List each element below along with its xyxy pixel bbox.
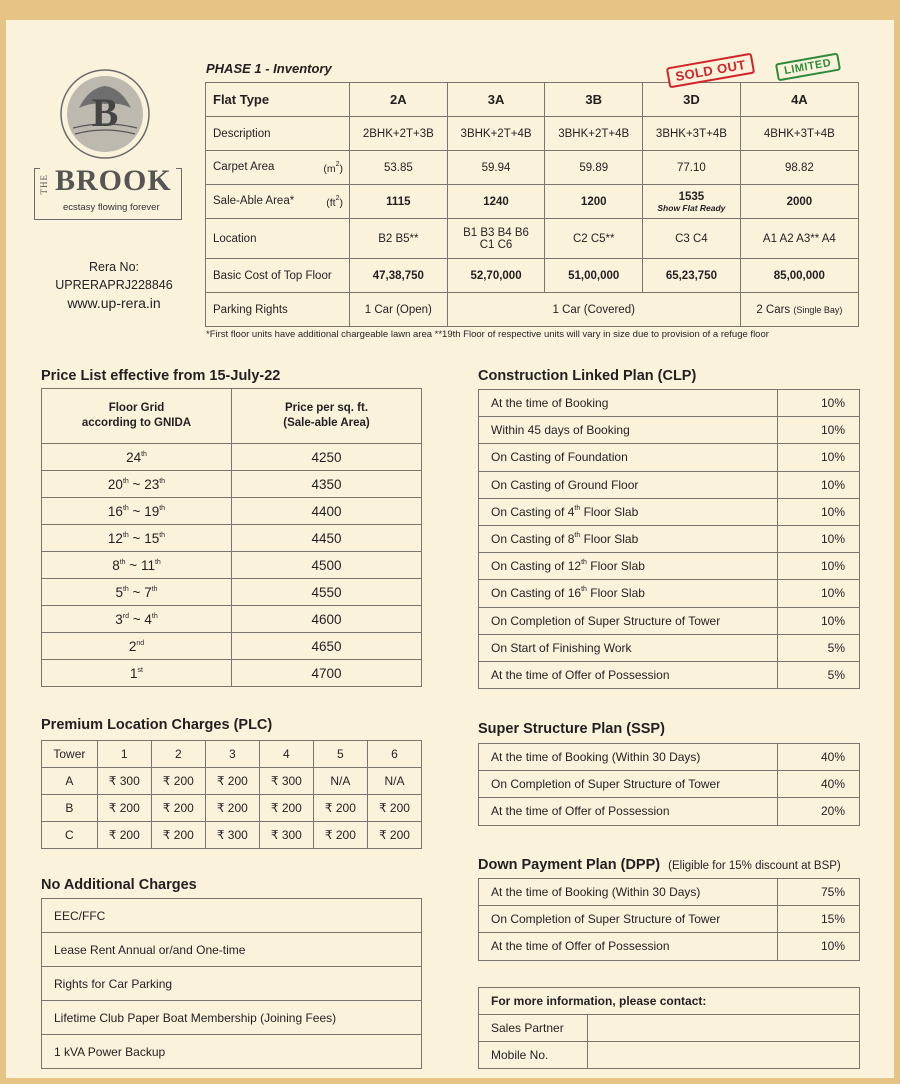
floor-to-suffix: th xyxy=(154,558,161,566)
table-cell: 1200 xyxy=(545,185,643,219)
stage-text: Floor Slab xyxy=(580,532,639,547)
plc-cell: ₹ 200 xyxy=(367,822,421,849)
price-cell: 4550 xyxy=(232,579,422,606)
table-row xyxy=(206,259,859,293)
floor-sep: ~ xyxy=(128,584,145,600)
sales-partner-label: Sales Partner xyxy=(479,1015,588,1042)
table-row xyxy=(42,471,422,498)
plc-cell: ₹ 200 xyxy=(259,795,313,822)
table-row xyxy=(479,744,860,771)
floor-from: 20 xyxy=(107,476,123,492)
percent-cell: 10% xyxy=(778,933,860,960)
floor-from-suffix: rd xyxy=(122,612,129,620)
flat-type-cell: 2A xyxy=(350,83,448,117)
floor-from: 12 xyxy=(107,530,123,546)
price-list-table xyxy=(41,388,422,687)
percent-cell: 10% xyxy=(778,607,860,634)
table-row xyxy=(42,498,422,525)
floor-from: 1 xyxy=(130,665,138,681)
stage-sup: th xyxy=(581,586,587,594)
plc-cell: N/A xyxy=(367,768,421,795)
percent-cell: 10% xyxy=(778,390,860,417)
percent-cell: 20% xyxy=(778,798,860,825)
percent-cell: 10% xyxy=(778,525,860,552)
table-row xyxy=(42,822,422,849)
unit-sup: 2 xyxy=(335,160,340,168)
floor-sep: ~ xyxy=(125,557,141,573)
row-label: Basic Cost of Top Floor xyxy=(206,259,350,293)
plc-cell: B xyxy=(42,795,98,822)
floor-from-suffix: th xyxy=(141,450,147,458)
floor-cell xyxy=(42,525,232,552)
svg-text:B: B xyxy=(91,90,119,135)
clp-title: Construction Linked Plan (CLP) xyxy=(478,368,697,384)
stage-cell: At the time of Booking (Within 30 Days) xyxy=(479,879,778,906)
floor-cell xyxy=(42,444,232,471)
plc-header-cell: 3 xyxy=(205,741,259,768)
row-label: Location xyxy=(206,219,350,259)
price-cell: 4650 xyxy=(232,633,422,660)
location-line: B1 B3 B4 B6 xyxy=(463,226,529,239)
table-cell: B2 B5** xyxy=(350,219,448,259)
table-cell: 53.85 xyxy=(350,151,448,185)
rera-number: Rera No: UPRERAPRJ228846 xyxy=(55,260,173,292)
percent-cell: 40% xyxy=(778,771,860,798)
list-item xyxy=(42,967,422,1001)
price-list-title: Price List effective from 15-July-22 xyxy=(41,368,281,384)
floor-cell xyxy=(42,552,232,579)
table-cell: 98.82 xyxy=(740,151,858,185)
rera-info xyxy=(34,258,194,312)
table-cell xyxy=(447,219,545,259)
dpp-title xyxy=(478,857,841,873)
table-cell: C2 C5** xyxy=(545,219,643,259)
table-row xyxy=(479,933,860,960)
floor-from-suffix: st xyxy=(137,666,143,674)
floor-to: 11 xyxy=(140,557,155,573)
plc-cell: ₹ 300 xyxy=(259,822,313,849)
table-row xyxy=(479,634,860,661)
table-row xyxy=(479,798,860,825)
unit-sup: 2 xyxy=(335,194,340,202)
floor-to-suffix: th xyxy=(159,531,166,539)
table-row xyxy=(479,661,860,688)
price-cell: 4500 xyxy=(232,552,422,579)
floor-to-suffix: th xyxy=(159,477,166,485)
stage-cell: At the time of Booking (Within 30 Days) xyxy=(479,744,778,771)
table-row xyxy=(479,1042,860,1069)
plc-cell: ₹ 300 xyxy=(205,822,259,849)
percent-cell: 10% xyxy=(778,444,860,471)
price-cell: 4350 xyxy=(232,471,422,498)
plc-cell: ₹ 200 xyxy=(313,822,367,849)
plc-cell: ₹ 300 xyxy=(259,768,313,795)
row-label xyxy=(206,185,350,219)
floor-cell xyxy=(42,633,232,660)
plc-cell: ₹ 200 xyxy=(97,795,151,822)
plc-header-cell: Tower xyxy=(42,741,98,768)
table-row xyxy=(479,553,860,580)
stage-text: Floor Slab xyxy=(586,586,645,601)
stage-text: On Casting of Foundation xyxy=(491,450,628,465)
percent-cell: 15% xyxy=(778,906,860,933)
header-line: according to GNIDA xyxy=(81,417,192,429)
floor-to: 19 xyxy=(144,503,160,519)
table-cell: C3 C4 xyxy=(643,219,741,259)
limited-stamp: LIMITED xyxy=(775,53,841,82)
charge-item: Lifetime Club Paper Boat Membership (Joining Fees) xyxy=(42,1001,422,1035)
table-row xyxy=(479,988,860,1015)
table-row xyxy=(42,552,422,579)
table-cell: 85,00,000 xyxy=(740,259,858,293)
floor-from: 8 xyxy=(112,557,120,573)
saleable-3d: 1535 xyxy=(678,190,705,203)
floor-to-suffix: th xyxy=(151,585,158,593)
plc-cell: ₹ 200 xyxy=(313,795,367,822)
flat-type-label: Flat Type xyxy=(206,83,350,117)
stage-text: On Casting of 4 xyxy=(491,504,575,519)
table-cell: 3BHK+3T+4B xyxy=(643,117,741,151)
stage-sup: th xyxy=(574,504,581,512)
col-header xyxy=(232,389,422,444)
table-cell: 1115 xyxy=(350,185,448,219)
list-item xyxy=(42,1035,422,1069)
plc-cell: ₹ 200 xyxy=(367,795,421,822)
stage-cell xyxy=(479,498,778,525)
stage-cell xyxy=(479,525,778,552)
stage-cell: At the time of Offer of Possession xyxy=(479,798,778,825)
table-cell: 65,23,750 xyxy=(643,259,741,293)
percent-cell: 10% xyxy=(778,553,860,580)
stage-text: At the time of Booking xyxy=(491,396,609,411)
stage-text: Floor Slab xyxy=(580,504,639,519)
header-line: Floor Grid xyxy=(108,402,165,414)
row-label xyxy=(206,151,350,185)
table-row xyxy=(479,906,860,933)
floor-from-suffix: nd xyxy=(136,639,145,647)
plc-cell: N/A xyxy=(313,768,367,795)
plc-cell: ₹ 200 xyxy=(97,822,151,849)
the-label: THE xyxy=(39,174,49,195)
table-row xyxy=(206,219,859,259)
mobile-field xyxy=(588,1042,860,1069)
price-cell: 4450 xyxy=(232,525,422,552)
table-cell: 59.94 xyxy=(447,151,545,185)
plc-cell: ₹ 300 xyxy=(97,768,151,795)
plc-cell: ₹ 200 xyxy=(151,822,205,849)
table-cell: 77.10 xyxy=(643,151,741,185)
saleable-label: Sale-Able Area* xyxy=(213,194,295,207)
table-row xyxy=(479,471,860,498)
percent-cell: 40% xyxy=(778,744,860,771)
floor-from: 2 xyxy=(128,638,137,654)
table-row xyxy=(42,741,422,768)
no-additional-table xyxy=(41,898,422,1069)
table-cell: 1 Car (Open) xyxy=(350,293,448,327)
percent-cell: 10% xyxy=(778,471,860,498)
table-cell: A1 A2 A3** A4 xyxy=(740,219,858,259)
list-item xyxy=(42,1001,422,1035)
plc-header-cell: 5 xyxy=(313,741,367,768)
table-row xyxy=(42,389,422,444)
show-flat-note: Show Flat Ready xyxy=(657,202,726,213)
table-row xyxy=(479,607,860,634)
list-item xyxy=(42,933,422,967)
dpp-note: (Eligible for 15% discount at BSP) xyxy=(668,860,841,872)
floor-cell xyxy=(42,660,232,687)
brand-tagline: ecstasy flowing forever xyxy=(63,202,160,213)
list-item xyxy=(42,899,422,933)
table-row xyxy=(479,525,860,552)
table-cell: 47,38,750 xyxy=(350,259,448,293)
sales-partner-field xyxy=(588,1015,860,1042)
table-cell: 51,00,000 xyxy=(545,259,643,293)
table-cell: 3BHK+2T+4B xyxy=(447,117,545,151)
percent-cell: 10% xyxy=(778,417,860,444)
dpp-table xyxy=(478,878,860,961)
stage-text: On Casting of 12 xyxy=(491,559,582,574)
header-line: (Sale-able Area) xyxy=(283,417,370,429)
stage-cell xyxy=(479,634,778,661)
table-row xyxy=(42,606,422,633)
table-row xyxy=(42,768,422,795)
stage-sup: th xyxy=(581,559,587,567)
floor-cell xyxy=(42,498,232,525)
carpet-label: Carpet Area xyxy=(213,160,275,173)
percent-cell: 10% xyxy=(778,580,860,607)
parking-note: (Single Bay) xyxy=(793,304,843,315)
stage-cell xyxy=(479,553,778,580)
table-row xyxy=(42,525,422,552)
row-label: Parking Rights xyxy=(206,293,350,327)
table-row xyxy=(479,444,860,471)
stage-cell: At the time of Offer of Possession xyxy=(479,933,778,960)
table-row xyxy=(42,633,422,660)
table-row xyxy=(479,879,860,906)
plc-header-cell: 6 xyxy=(367,741,421,768)
stage-sup: th xyxy=(574,532,581,540)
percent-cell: 75% xyxy=(778,879,860,906)
tree-emblem-icon xyxy=(59,68,151,160)
floor-from: 24 xyxy=(126,449,142,465)
floor-sep: ~ xyxy=(128,476,145,492)
floor-from-suffix: th xyxy=(122,504,129,512)
plc-cell: C xyxy=(42,822,98,849)
location-line: C1 C6 xyxy=(479,238,513,251)
charge-item: 1 kVA Power Backup xyxy=(42,1035,422,1069)
stage-text: Within 45 days of Booking xyxy=(491,423,630,438)
row-label: Description xyxy=(206,117,350,151)
stage-cell: On Completion of Super Structure of Tower xyxy=(479,906,778,933)
stage-cell: On Completion of Super Structure of Tower xyxy=(479,771,778,798)
floor-to: 15 xyxy=(144,530,160,546)
table-cell xyxy=(643,185,741,219)
ssp-title: Super Structure Plan (SSP) xyxy=(478,721,665,737)
parking-cars: 2 Cars xyxy=(756,303,791,316)
ssp-table xyxy=(478,743,860,826)
table-row xyxy=(206,293,859,327)
price-cell: 4700 xyxy=(232,660,422,687)
plc-header-cell: 2 xyxy=(151,741,205,768)
percent-cell: 5% xyxy=(778,661,860,688)
flat-type-cell: 3A xyxy=(447,83,545,117)
floor-to-suffix: th xyxy=(151,612,158,620)
table-row xyxy=(479,1015,860,1042)
table-cell: 2000 xyxy=(740,185,858,219)
floor-to: 7 xyxy=(144,584,152,600)
table-row xyxy=(206,117,859,151)
floor-from: 3 xyxy=(115,611,123,627)
stage-cell xyxy=(479,580,778,607)
inventory-table xyxy=(205,82,859,327)
stage-cell xyxy=(479,417,778,444)
table-cell: 4BHK+3T+4B xyxy=(740,117,858,151)
contact-table xyxy=(478,987,860,1069)
contact-title: For more information, please contact: xyxy=(479,988,860,1015)
floor-to: 4 xyxy=(144,611,152,627)
sold-out-stamp: SOLD OUT xyxy=(666,53,755,89)
floor-from-suffix: th xyxy=(122,531,129,539)
percent-cell: 10% xyxy=(778,498,860,525)
table-row xyxy=(42,579,422,606)
unit-text: (m xyxy=(323,162,336,175)
table-cell: 1 Car (Covered) xyxy=(447,293,740,327)
dpp-title-text: Down Payment Plan (DPP) xyxy=(478,857,661,873)
mobile-label: Mobile No. xyxy=(479,1042,588,1069)
inventory-title: PHASE 1 - Inventory xyxy=(206,61,332,76)
header-line: Price per sq. ft. xyxy=(284,402,369,414)
plc-header-cell: 4 xyxy=(259,741,313,768)
table-row xyxy=(479,771,860,798)
table-cell: 52,70,000 xyxy=(447,259,545,293)
stage-text: On Casting of 8 xyxy=(491,532,575,547)
floor-from-suffix: th xyxy=(122,585,129,593)
stage-text: Floor Slab xyxy=(586,559,645,574)
floor-cell xyxy=(42,606,232,633)
floor-to: 23 xyxy=(144,476,160,492)
floor-from: 5 xyxy=(115,584,123,600)
plc-cell: A xyxy=(42,768,98,795)
stage-text: On Casting of Ground Floor xyxy=(491,477,639,492)
table-cell: 2BHK+2T+3B xyxy=(350,117,448,151)
floor-cell xyxy=(42,471,232,498)
plc-header-cell: 1 xyxy=(97,741,151,768)
col-header xyxy=(42,389,232,444)
floor-from: 16 xyxy=(107,503,123,519)
floor-cell xyxy=(42,579,232,606)
flat-type-cell: 3B xyxy=(545,83,643,117)
stage-text: On Completion of Super Structure of Tower xyxy=(491,613,721,628)
table-row xyxy=(206,185,859,219)
flat-type-cell: 4A xyxy=(740,83,858,117)
stage-cell xyxy=(479,471,778,498)
floor-sep: ~ xyxy=(128,503,145,519)
stage-cell xyxy=(479,607,778,634)
floor-sep: ~ xyxy=(128,530,145,546)
table-row xyxy=(42,660,422,687)
table-row xyxy=(479,390,860,417)
table-row xyxy=(479,498,860,525)
table-row xyxy=(206,151,859,185)
floor-from-suffix: th xyxy=(119,558,126,566)
floor-from-suffix: th xyxy=(122,477,129,485)
price-cell: 4250 xyxy=(232,444,422,471)
brand-logo xyxy=(32,68,192,220)
percent-cell: 5% xyxy=(778,634,860,661)
table-row xyxy=(479,580,860,607)
plc-cell: ₹ 200 xyxy=(205,795,259,822)
stage-cell xyxy=(479,444,778,471)
unit-label: $(ft^2)$ xyxy=(326,194,343,209)
plc-title: Premium Location Charges (PLC) xyxy=(41,717,273,733)
price-cell: 4600 xyxy=(232,606,422,633)
table-row xyxy=(206,83,859,117)
plc-cell: ₹ 200 xyxy=(151,795,205,822)
table-row xyxy=(42,444,422,471)
table-cell: 1240 xyxy=(447,185,545,219)
brand-name: BROOK xyxy=(55,164,172,197)
stage-text: On Start of Finishing Work xyxy=(491,640,632,655)
charge-item: Rights for Car Parking xyxy=(42,967,422,1001)
inventory-footnote: *First floor units have additional chargeable lawn area **19th Floor of respective units will vary in size due to provision of a refuge floor xyxy=(206,329,769,340)
stage-cell xyxy=(479,661,778,688)
table-row xyxy=(479,417,860,444)
unit-text: (ft xyxy=(326,196,336,209)
table-cell xyxy=(740,293,858,327)
unit-label: $(m^2)$ xyxy=(323,160,343,175)
clp-table xyxy=(478,389,860,689)
plc-cell: ₹ 200 xyxy=(151,768,205,795)
charge-item: Lease Rent Annual or/and One-time xyxy=(42,933,422,967)
rera-website: www.up-rera.in xyxy=(67,295,161,311)
no-additional-title: No Additional Charges xyxy=(41,877,197,893)
plc-cell: ₹ 200 xyxy=(205,768,259,795)
table-cell: 59.89 xyxy=(545,151,643,185)
stage-cell xyxy=(479,390,778,417)
plc-table xyxy=(41,740,422,849)
brook-wordmark xyxy=(34,164,182,220)
floor-sep: ~ xyxy=(129,611,145,627)
stage-text: At the time of Offer of Possession xyxy=(491,667,670,682)
stage-text: On Casting of 16 xyxy=(491,586,582,601)
floor-to-suffix: th xyxy=(159,504,166,512)
price-cell: 4400 xyxy=(232,498,422,525)
flat-type-cell: 3D xyxy=(643,83,741,117)
table-cell: 3BHK+2T+4B xyxy=(545,117,643,151)
table-row xyxy=(42,795,422,822)
charge-item: EEC/FFC xyxy=(42,899,422,933)
